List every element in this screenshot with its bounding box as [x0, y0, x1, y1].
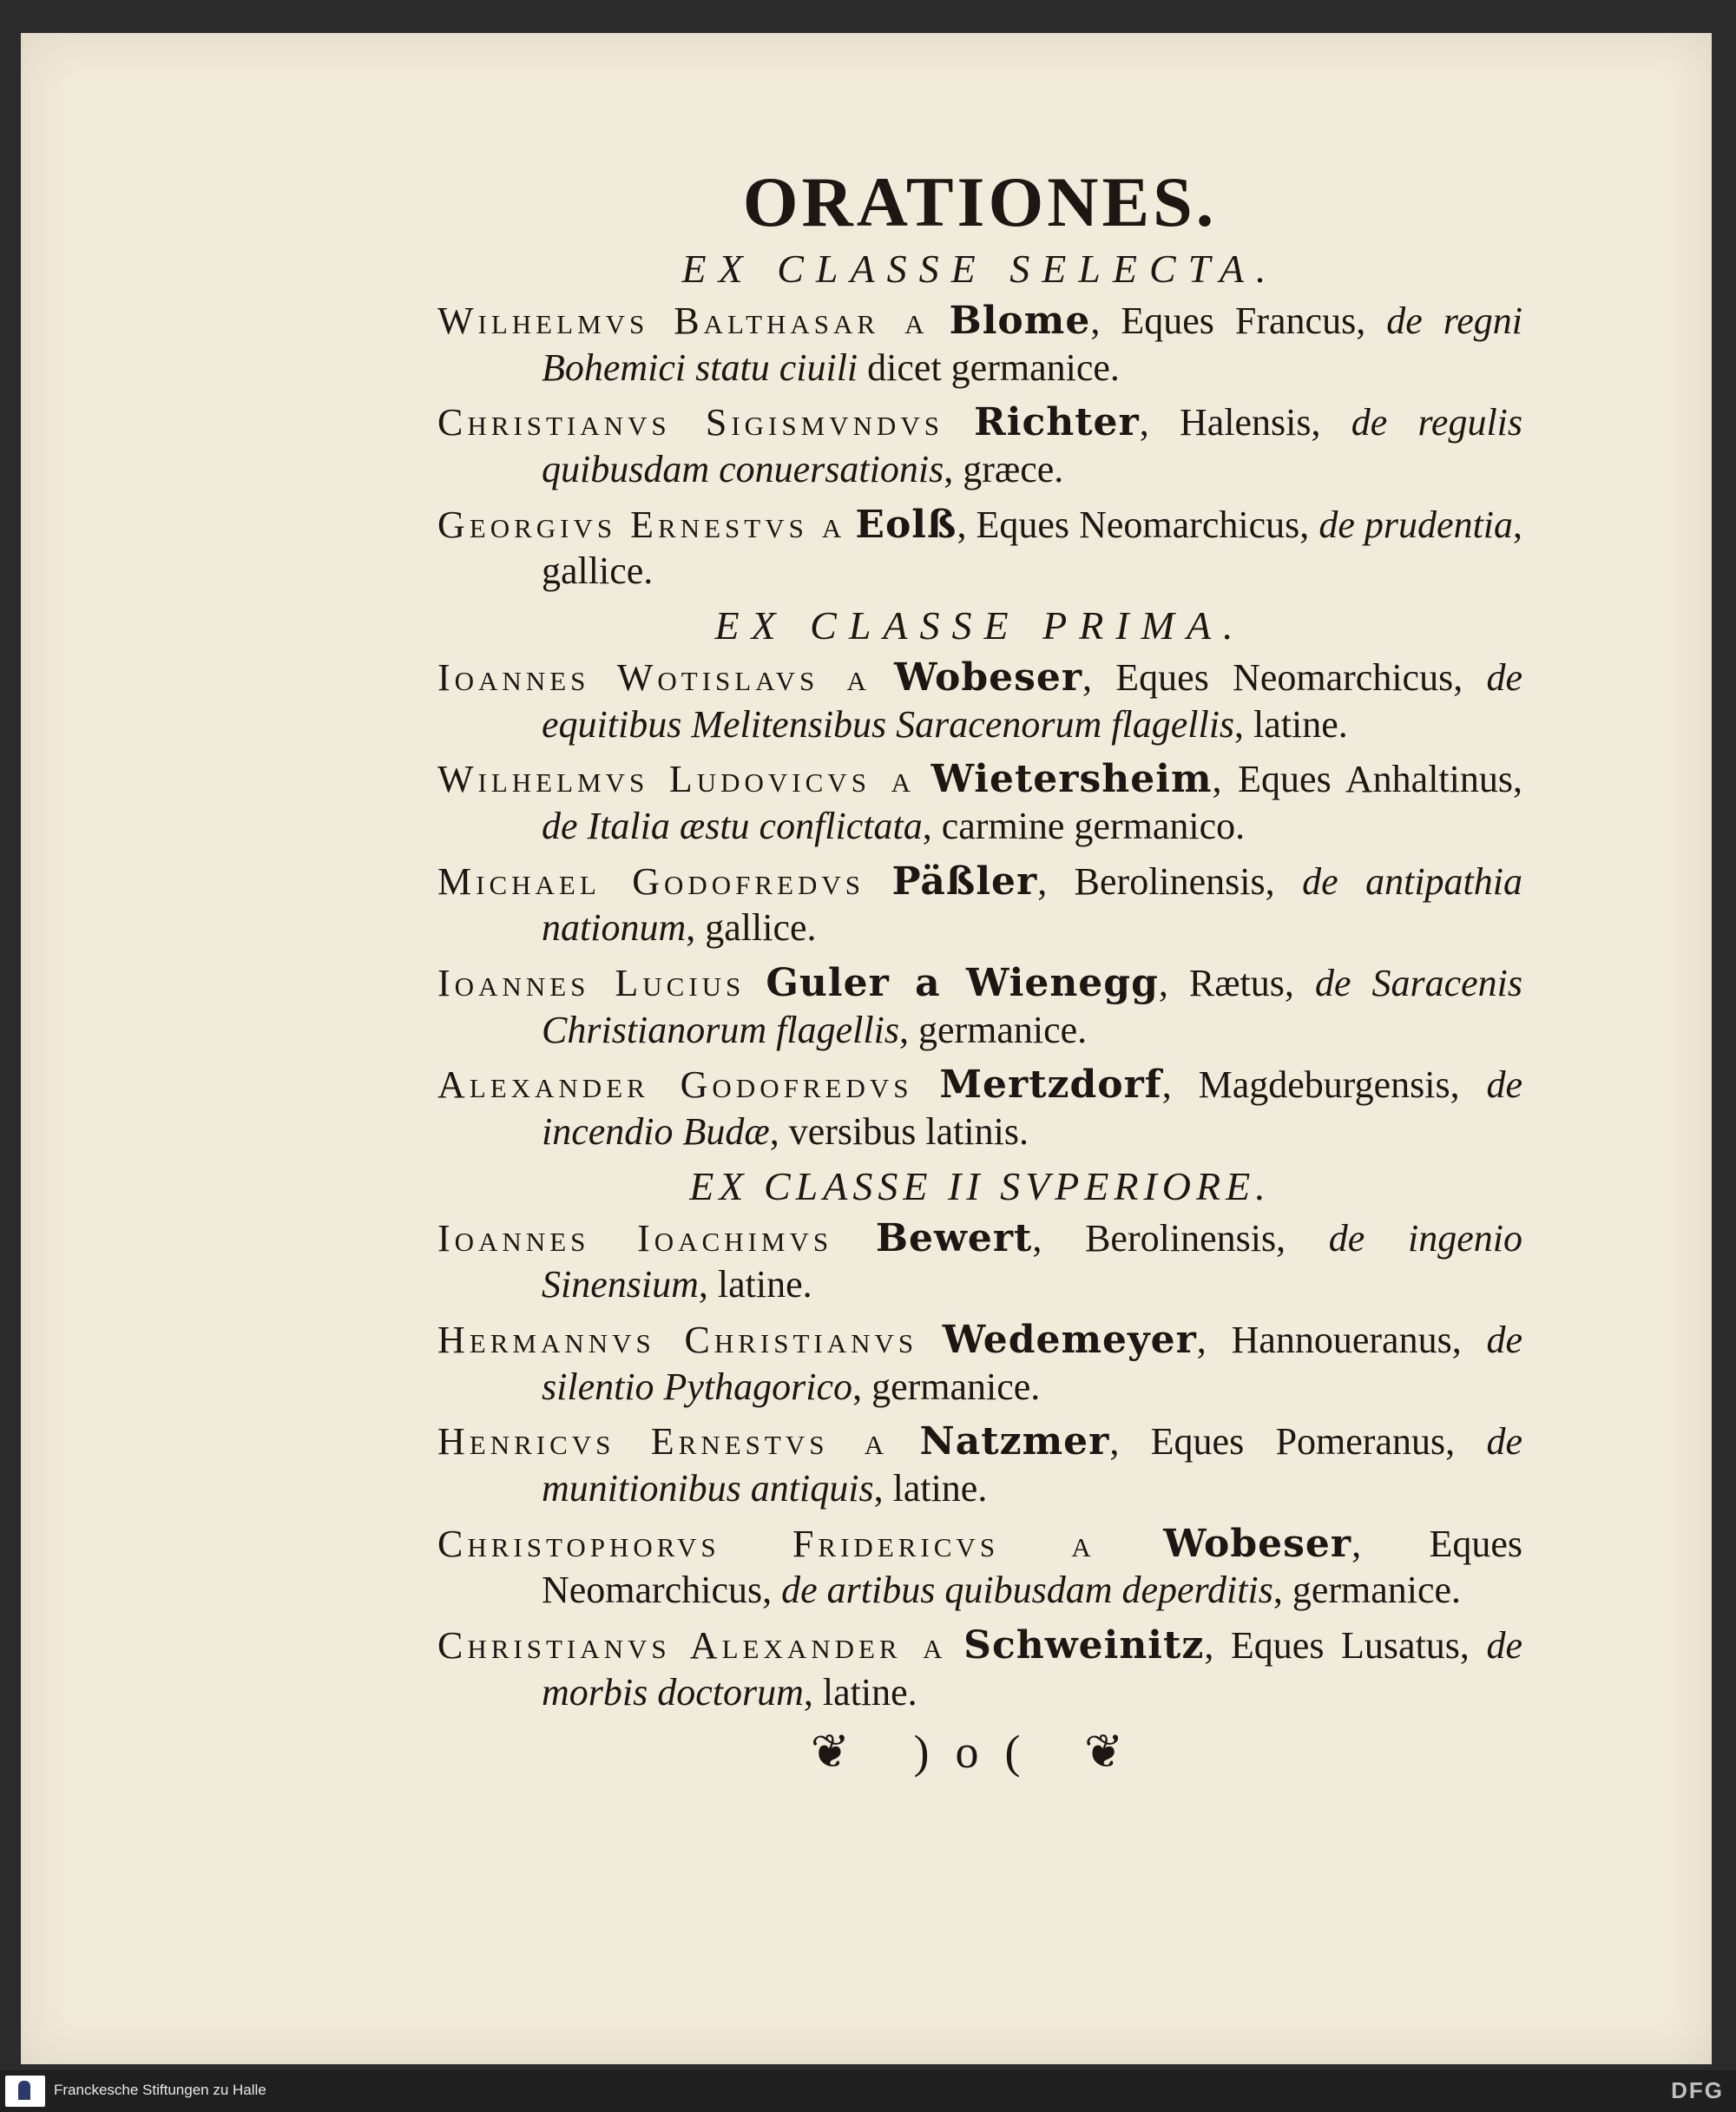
- oration-topic: de Italia æstu conflictata: [542, 805, 923, 848]
- oration-topic: de munitionibus antiquis: [542, 1420, 1522, 1510]
- oration-entry: [437, 756, 1522, 849]
- institution-label: Franckesche Stiftungen zu Halle: [54, 2082, 266, 2098]
- orator-desc: , Berolinensis,: [1032, 1216, 1286, 1260]
- document-page: [21, 33, 1712, 2064]
- oration-entry: [437, 859, 1522, 951]
- orator-desc: , Eques Anhaltinus,: [1212, 758, 1523, 801]
- text-block: [437, 163, 1522, 1779]
- oration-language: , germanice.: [1272, 1569, 1462, 1612]
- oration-entry: [437, 960, 1522, 1053]
- oration-language: , latine.: [698, 1263, 812, 1306]
- orator-family: Wedemeyer: [942, 1317, 1197, 1362]
- oration-language: , carmine germanico.: [922, 805, 1246, 848]
- orator-family: Wietersheim: [930, 757, 1213, 802]
- orator-name: Wilhelmvs Balthasar a: [437, 299, 929, 343]
- oration-language: , latine.: [1234, 702, 1348, 746]
- orator-family: Eolß: [855, 502, 957, 547]
- orator-desc: , Hannoueranus,: [1196, 1318, 1462, 1361]
- institution-logo-icon[interactable]: [5, 2076, 45, 2107]
- orator-name: Ioannes Lucius: [437, 962, 746, 1005]
- orator-desc: , Eques Neomarchicus,: [1082, 656, 1463, 699]
- oration-language: , germanice.: [852, 1365, 1041, 1408]
- orator-desc: , Eques Pomeranus,: [1109, 1420, 1456, 1464]
- orator-family: Wobeser: [894, 655, 1083, 700]
- oration-entry: [437, 1622, 1522, 1715]
- oration-topic: de ingenio Sinensium: [542, 1216, 1523, 1306]
- oration-topic: de prudentia: [1318, 503, 1514, 546]
- oration-topic: de silentio Pythagorico: [542, 1318, 1522, 1408]
- orator-desc: , Magdeburgensis,: [1161, 1063, 1460, 1107]
- oration-language: , gallice.: [686, 906, 817, 950]
- oration-topic: de incendio Budæ: [542, 1063, 1522, 1154]
- orator-name: Ioannes Ioachimvs: [437, 1216, 833, 1260]
- orator-name: Henricvs Ernestvs a: [437, 1420, 889, 1464]
- closing-ornament: ❦ )o( ❦: [810, 1726, 1150, 1779]
- oration-entry: [437, 502, 1522, 595]
- oration-entry: [437, 1215, 1522, 1308]
- orator-family: Schweinitz: [963, 1622, 1205, 1668]
- section-heading-ii-superiore: EX CLASSE II SVPERIORE.: [689, 1163, 1271, 1208]
- oration-language: , versibus latinis.: [769, 1110, 1029, 1154]
- orator-name: Christianvs Sigismvndvs: [437, 401, 944, 444]
- oration-language: , gallice.: [542, 503, 1523, 593]
- orator-desc: , Rætus,: [1158, 962, 1294, 1005]
- oration-topic: de regni Bohemici statu ciuili: [542, 299, 1523, 389]
- orator-name: Wilhelmvs Ludovicvs a: [437, 758, 915, 801]
- orator-desc: , Eques Neomarchicus,: [957, 503, 1310, 546]
- oration-entry: [437, 1418, 1522, 1511]
- orator-desc: , Halensis,: [1139, 401, 1321, 444]
- dfg-badge[interactable]: DFG: [1671, 2077, 1724, 2103]
- oration-topic: de Saracenis Christianorum flagellis: [542, 962, 1523, 1051]
- oration-topic: de morbis doctorum: [542, 1623, 1523, 1714]
- orator-family: Mertzdorf: [939, 1063, 1162, 1108]
- oration-topic: de regulis quibusdam conuersationis: [542, 401, 1523, 491]
- oration-topic: de antipathia nationum: [542, 859, 1522, 950]
- section-heading-selecta: EX CLASSE SELECTA.: [681, 247, 1279, 292]
- orator-desc: , Eques Francus,: [1090, 299, 1366, 343]
- orator-desc: , Eques Neomarchicus,: [542, 1522, 1523, 1612]
- orator-family: Richter: [974, 400, 1140, 445]
- viewer-footer: [0, 2070, 1736, 2112]
- orator-name: Michael Godofredvs: [437, 859, 865, 903]
- orator-family: Guler a Wienegg: [766, 961, 1159, 1006]
- orator-name: Christianvs Alexander a: [437, 1623, 947, 1667]
- oration-topic: de equitibus Melitensibus Saracenorum flagellis: [542, 656, 1523, 746]
- orator-family: Natzmer: [919, 1419, 1110, 1464]
- oration-language: , latine.: [803, 1670, 917, 1714]
- oration-language: , germanice.: [898, 1008, 1088, 1051]
- orator-family: Wobeser: [1163, 1521, 1352, 1566]
- oration-topic: de artibus quibusdam deperditis: [781, 1569, 1273, 1612]
- orator-name: Christophorvs Fridericvs a: [437, 1522, 1095, 1565]
- oration-entry: [437, 298, 1522, 391]
- orator-desc: , Berolinensis,: [1037, 859, 1275, 903]
- oration-language: dicet germanice.: [858, 345, 1120, 389]
- orator-family: Päßler: [891, 859, 1038, 904]
- orator-name: Alexander Godofredvs: [437, 1063, 913, 1107]
- oration-entry: [437, 1062, 1522, 1155]
- oration-entry: [437, 1317, 1522, 1410]
- oration-language: , latine.: [873, 1466, 988, 1510]
- orator-name: Ioannes Wotislavs a: [437, 656, 871, 699]
- oration-language: , græce.: [944, 448, 1064, 491]
- section-heading-prima: EX CLASSE PRIMA.: [714, 603, 1246, 648]
- orator-name: Georgivs Ernestvs a: [437, 503, 846, 546]
- oration-entry: [437, 1521, 1522, 1614]
- orator-desc: , Eques Lusatus,: [1204, 1623, 1470, 1667]
- oration-entry: [437, 399, 1522, 492]
- orator-family: Blome: [949, 299, 1091, 344]
- orator-family: Bewert: [875, 1215, 1033, 1260]
- document-title: ORATIONES.: [742, 162, 1218, 241]
- orator-name: Hermannvs Christianvs: [437, 1318, 918, 1361]
- oration-entry: [437, 655, 1522, 747]
